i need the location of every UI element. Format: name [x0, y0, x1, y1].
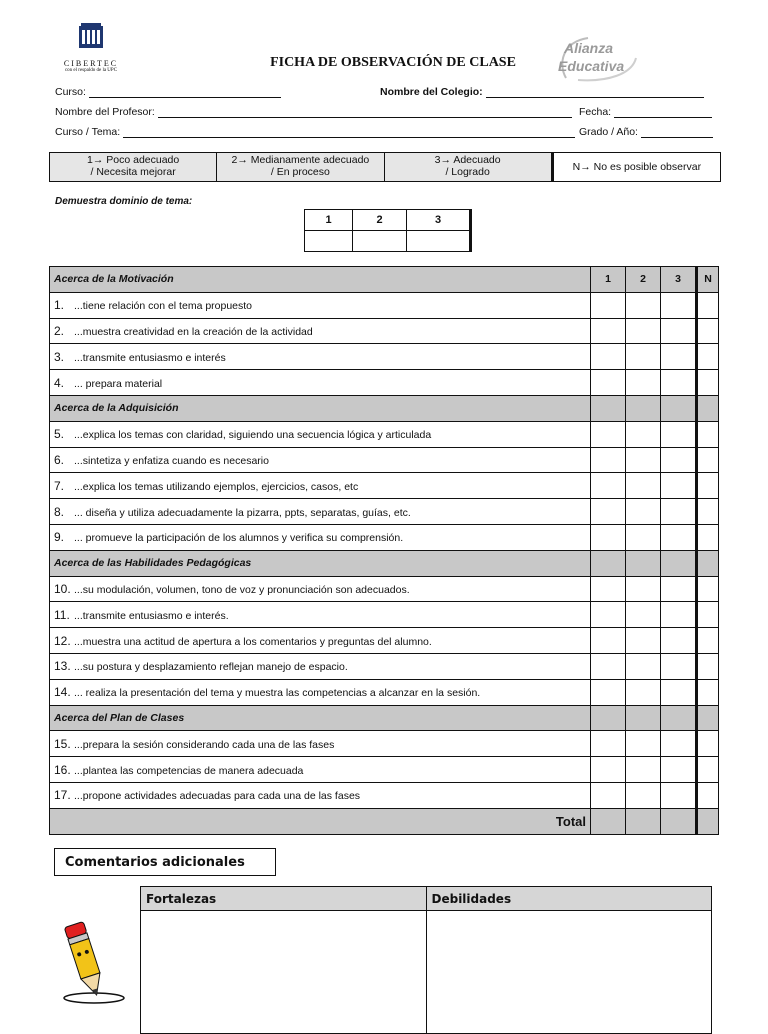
criterion-number: 12. — [54, 633, 71, 648]
rating-cell[interactable] — [626, 602, 661, 628]
section-header-row — [50, 705, 719, 731]
criterion-text — [50, 628, 591, 654]
rating-cell[interactable] — [591, 679, 626, 705]
section-title: Acerca del Plan de Clases — [50, 705, 591, 731]
rating-cell[interactable] — [626, 782, 661, 808]
criterion-text — [50, 524, 591, 550]
rating-cell[interactable] — [591, 524, 626, 550]
rating-cell[interactable] — [661, 705, 697, 731]
rating-legend — [49, 152, 721, 182]
evaluation-table — [49, 266, 719, 835]
criterion-label: ...su modulación, volumen, tono de voz y pronunciación son adecuados. — [74, 583, 410, 596]
rating-cell[interactable] — [661, 731, 697, 757]
legend-item-3: 3→ Adecuado / Logrado — [385, 153, 552, 181]
criterion-label: ...tiene relación con el tema propuesto — [74, 300, 253, 313]
section-header-row — [50, 267, 719, 293]
rating-cell[interactable] — [697, 808, 719, 834]
rating-cell[interactable] — [697, 653, 719, 679]
rating-cell[interactable] — [661, 395, 697, 421]
criterion-text — [50, 602, 591, 628]
section-title: Acerca de la Adquisición — [50, 395, 591, 421]
section-title: Acerca de las Habilidades Pedagógicas — [50, 550, 591, 576]
criterion-text — [50, 731, 591, 757]
rating-cell[interactable] — [697, 421, 719, 447]
rating-cell[interactable] — [661, 370, 697, 396]
criterion-label: ... diseña y utiliza adecuadamente la pizarra, ppts, separatas, guías, etc. — [74, 506, 411, 519]
grado-label: Grado / Año: — [579, 126, 638, 138]
rating-col-header: 3 — [661, 267, 697, 293]
profesor-input-line[interactable] — [158, 106, 572, 118]
criterion-label: ...muestra una actitud de apertura a los comentarios y preguntas del alumno. — [74, 635, 432, 648]
criterion-number: 5. — [54, 427, 65, 442]
criterion-label: ... realiza la presentación del tema y muestra las competencias a alcanzar en la sesión. — [74, 687, 481, 700]
page-title: FICHA DE OBSERVACIÓN DE CLASE — [270, 55, 516, 70]
dominio-col-1: 1 — [305, 210, 353, 231]
rating-cell[interactable] — [626, 731, 661, 757]
rating-cell[interactable] — [591, 628, 626, 654]
rating-cell[interactable] — [591, 421, 626, 447]
rating-cell[interactable] — [591, 473, 626, 499]
criterion-number: 8. — [54, 504, 65, 519]
legend-item-n: N→ No es posible observar — [552, 153, 720, 181]
rating-cell[interactable] — [661, 628, 697, 654]
criterion-text — [50, 576, 591, 602]
rating-cell[interactable] — [591, 499, 626, 525]
rating-cell[interactable] — [591, 395, 626, 421]
table-row — [50, 473, 719, 499]
fecha-label: Fecha: — [579, 106, 612, 118]
curso-tema-label: Curso / Tema: — [55, 126, 121, 138]
cibertec-name: CIBERTEC — [63, 59, 119, 68]
table-row — [50, 421, 719, 447]
rating-cell[interactable] — [661, 421, 697, 447]
rating-cell[interactable] — [626, 395, 661, 421]
debilidades-header: Debilidades — [426, 887, 712, 911]
rating-cell[interactable] — [661, 344, 697, 370]
criterion-label: ...muestra creatividad en la creación de la actividad — [74, 325, 313, 338]
table-row — [50, 344, 719, 370]
criterion-label: ... prepara material — [74, 377, 163, 390]
fortalezas-cell[interactable] — [141, 911, 427, 1034]
rating-cell[interactable] — [697, 499, 719, 525]
criterion-label: ...su postura y desplazamiento reflejan manejo de espacio. — [74, 661, 348, 674]
rating-cell[interactable] — [697, 602, 719, 628]
criterion-number: 1. — [54, 298, 65, 313]
curso-input-line[interactable] — [89, 86, 281, 98]
alianza-line1: Alianza — [564, 40, 614, 56]
rating-cell[interactable] — [661, 679, 697, 705]
rating-cell[interactable] — [591, 447, 626, 473]
rating-cell[interactable] — [626, 576, 661, 602]
cibertec-logo — [58, 22, 124, 78]
criterion-label: ...explica los temas con claridad, siguiendo una secuencia lógica y articulada — [74, 429, 432, 442]
rating-cell[interactable] — [626, 447, 661, 473]
total-row — [50, 808, 719, 834]
rating-cell[interactable] — [591, 705, 626, 731]
rating-cell[interactable] — [591, 370, 626, 396]
dominio-col-3: 3 — [407, 210, 471, 231]
criterion-text — [50, 757, 591, 783]
criterion-text — [50, 499, 591, 525]
criterion-text — [50, 370, 591, 396]
criterion-label: ...prepara la sesión considerando cada una de las fases — [74, 738, 335, 751]
rating-cell[interactable] — [697, 447, 719, 473]
fortalezas-debilidades-table — [140, 886, 712, 1034]
criterion-label: ...explica los temas utilizando ejemplos, ejercicios, casos, etc — [74, 480, 359, 493]
section-header-row — [50, 550, 719, 576]
criterion-label: ...transmite entusiasmo e interés. — [74, 609, 229, 622]
rating-cell[interactable] — [591, 653, 626, 679]
grado-field[interactable] — [579, 126, 713, 138]
table-row — [50, 318, 719, 344]
total-label: Total — [50, 808, 591, 834]
rating-cell[interactable] — [661, 602, 697, 628]
section-title: Acerca de la Motivación — [50, 267, 591, 293]
criterion-number: 16. — [54, 762, 71, 777]
criterion-number: 10. — [54, 581, 71, 596]
profesor-field[interactable] — [55, 106, 572, 118]
rating-cell[interactable] — [697, 395, 719, 421]
fortalezas-header: Fortalezas — [141, 887, 427, 911]
rating-cell[interactable] — [697, 782, 719, 808]
rating-cell[interactable] — [626, 679, 661, 705]
rating-cell[interactable] — [591, 344, 626, 370]
rating-cell[interactable] — [661, 447, 697, 473]
dominio-col-2: 2 — [353, 210, 407, 231]
criterion-label: ... promueve la participación de los alumnos y verifica su comprensión. — [74, 532, 404, 545]
comments-title: Comentarios adicionales — [54, 848, 276, 876]
criterion-label: ...sintetiza y enfatiza cuando es necesario — [74, 454, 269, 467]
rating-cell[interactable] — [626, 370, 661, 396]
rating-cell[interactable] — [591, 550, 626, 576]
rating-cell[interactable] — [626, 421, 661, 447]
criterion-number: 7. — [54, 478, 65, 493]
rating-cell[interactable] — [591, 602, 626, 628]
rating-col-header: N — [697, 267, 719, 293]
rating-cell[interactable] — [591, 292, 626, 318]
fecha-input-line[interactable] — [614, 106, 712, 118]
table-row — [50, 292, 719, 318]
legend-item-2: 2→ Medianamente adecuado / En proceso — [217, 153, 384, 181]
rating-cell[interactable] — [697, 318, 719, 344]
rating-cell[interactable] — [697, 344, 719, 370]
rating-cell[interactable] — [591, 757, 626, 783]
rating-col-header: 1 — [591, 267, 626, 293]
rating-cell[interactable] — [697, 292, 719, 318]
rating-cell[interactable] — [661, 808, 697, 834]
cibertec-crest-icon — [77, 22, 105, 52]
rating-cell[interactable] — [697, 473, 719, 499]
rating-cell[interactable] — [626, 473, 661, 499]
table-row — [50, 628, 719, 654]
criterion-number: 3. — [54, 349, 65, 364]
curso-label: Curso: — [55, 86, 86, 98]
colegio-label: Nombre del Colegio: — [380, 86, 483, 98]
criterion-text — [50, 653, 591, 679]
criterion-label: ...propone actividades adecuadas para cada una de las fases — [74, 790, 361, 803]
table-row — [50, 757, 719, 783]
rating-cell[interactable] — [697, 757, 719, 783]
table-row — [50, 679, 719, 705]
rating-cell[interactable] — [591, 731, 626, 757]
criterion-text — [50, 344, 591, 370]
table-row — [50, 370, 719, 396]
grado-input-line[interactable] — [641, 126, 713, 138]
table-row — [50, 782, 719, 808]
rating-cell[interactable] — [697, 628, 719, 654]
rating-cell[interactable] — [697, 679, 719, 705]
table-row — [50, 499, 719, 525]
rating-cell[interactable] — [661, 292, 697, 318]
dominio-cell-2[interactable] — [353, 231, 407, 252]
rating-cell[interactable] — [626, 318, 661, 344]
debilidades-cell[interactable] — [426, 911, 712, 1034]
pencil-icon — [58, 912, 138, 1012]
rating-cell[interactable] — [697, 731, 719, 757]
criterion-number: 2. — [54, 323, 65, 338]
rating-cell[interactable] — [626, 653, 661, 679]
dominio-cell-3[interactable] — [407, 231, 471, 252]
criterion-text — [50, 447, 591, 473]
rating-cell[interactable] — [697, 524, 719, 550]
criterion-text — [50, 318, 591, 344]
rating-cell[interactable] — [661, 550, 697, 576]
rating-cell[interactable] — [661, 499, 697, 525]
rating-cell[interactable] — [661, 473, 697, 499]
curso-tema-field[interactable] — [55, 126, 575, 138]
rating-cell[interactable] — [661, 782, 697, 808]
criterion-number: 9. — [54, 530, 65, 545]
criterion-number: 6. — [54, 452, 65, 467]
alianza-educativa-logo — [548, 34, 644, 84]
colegio-input-line[interactable] — [486, 86, 704, 98]
rating-cell[interactable] — [626, 550, 661, 576]
rating-cell[interactable] — [626, 628, 661, 654]
criterion-label: ...plantea las competencias de manera adecuada — [74, 764, 304, 777]
rating-cell[interactable] — [697, 550, 719, 576]
rating-cell[interactable] — [626, 499, 661, 525]
cibertec-subtitle: con el respaldo de la UPC — [64, 68, 118, 73]
colegio-field[interactable] — [380, 86, 704, 98]
criterion-number: 17. — [54, 788, 71, 803]
rating-cell[interactable] — [626, 344, 661, 370]
criterion-number: 15. — [54, 736, 71, 751]
rating-cell[interactable] — [591, 782, 626, 808]
rating-cell[interactable] — [626, 524, 661, 550]
rating-cell[interactable] — [626, 757, 661, 783]
criterion-text — [50, 421, 591, 447]
profesor-label: Nombre del Profesor: — [55, 106, 155, 118]
criterion-number: 13. — [54, 659, 71, 674]
rating-cell[interactable] — [697, 370, 719, 396]
criterion-text — [50, 782, 591, 808]
rating-cell[interactable] — [591, 576, 626, 602]
fecha-field[interactable] — [579, 106, 712, 118]
dominio-label: Demuestra dominio de tema: — [55, 196, 193, 207]
rating-cell[interactable] — [661, 757, 697, 783]
rating-cell[interactable] — [661, 576, 697, 602]
rating-cell[interactable] — [661, 653, 697, 679]
alianza-line2: Educativa — [558, 58, 625, 74]
criterion-number: 4. — [54, 375, 65, 390]
table-row — [50, 576, 719, 602]
table-row — [50, 447, 719, 473]
criterion-text — [50, 679, 591, 705]
rating-cell[interactable] — [661, 524, 697, 550]
criterion-label: ...transmite entusiasmo e interés — [74, 351, 226, 364]
criterion-text — [50, 473, 591, 499]
criterion-number: 14. — [54, 685, 71, 700]
rating-cell[interactable] — [591, 808, 626, 834]
rating-col-header: 2 — [626, 267, 661, 293]
rating-cell[interactable] — [591, 318, 626, 344]
table-row — [50, 524, 719, 550]
curso-tema-input-line[interactable] — [123, 126, 575, 138]
section-header-row — [50, 395, 719, 421]
rating-cell[interactable] — [697, 576, 719, 602]
dominio-table — [304, 209, 472, 252]
curso-field[interactable] — [55, 86, 281, 98]
rating-cell[interactable] — [661, 318, 697, 344]
legend-item-1: 1→ Poco adecuado / Necesita mejorar — [50, 153, 217, 181]
rating-cell[interactable] — [626, 808, 661, 834]
rating-cell[interactable] — [626, 292, 661, 318]
table-row — [50, 653, 719, 679]
table-row — [50, 602, 719, 628]
table-row — [50, 731, 719, 757]
criterion-number: 11. — [54, 607, 70, 622]
dominio-cell-1[interactable] — [305, 231, 353, 252]
rating-cell[interactable] — [697, 705, 719, 731]
criterion-text — [50, 292, 591, 318]
rating-cell[interactable] — [626, 705, 661, 731]
